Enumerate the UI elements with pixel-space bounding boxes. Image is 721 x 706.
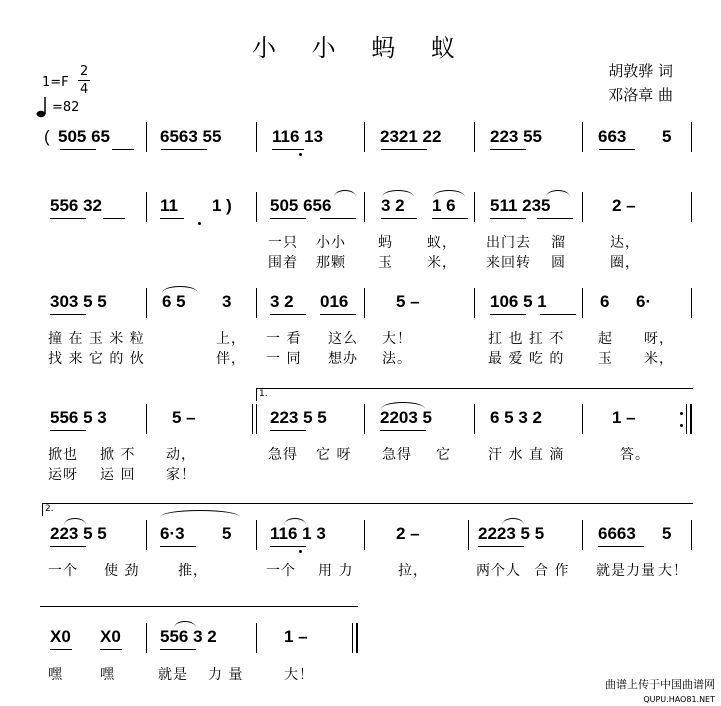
measure-notes: 223 5 5 <box>50 524 107 543</box>
bar-line <box>256 192 257 222</box>
bar-line <box>256 623 257 653</box>
bar-line <box>256 520 257 550</box>
measure-notes: 1 6 <box>432 196 456 215</box>
underline <box>160 218 184 219</box>
underline <box>320 218 356 219</box>
lyric: 一个 <box>266 563 296 579</box>
slur <box>162 286 198 293</box>
measure-notes: 1 – <box>284 627 308 646</box>
underline <box>103 218 125 219</box>
end-repeat-bar <box>690 404 692 434</box>
bar-line <box>146 122 147 152</box>
lyric: 力 量 <box>208 667 244 683</box>
underline <box>50 430 86 431</box>
slur <box>546 190 570 197</box>
measure-notes: 6· <box>636 292 652 311</box>
lyric: 大！ <box>658 563 688 579</box>
footer-site: 曲谱上传于中国曲谱网 <box>605 678 715 691</box>
song-title: 小 小 蚂 蚁 <box>252 34 469 62</box>
lyric: 运 回 <box>100 467 136 483</box>
underline <box>270 218 306 219</box>
volta-label: 1. <box>259 389 268 399</box>
lyric: 急得 <box>382 447 412 463</box>
second-ending-bracket <box>42 503 693 516</box>
measure-notes: 505 656 <box>270 196 332 215</box>
lyric: 大！ <box>382 331 412 347</box>
measure-notes: 6663 <box>598 524 636 543</box>
bar-line <box>364 192 365 222</box>
lyric: 扛 也 扛 不 <box>488 331 565 347</box>
slur <box>174 621 196 628</box>
bar-line <box>474 192 475 222</box>
underline <box>432 218 468 219</box>
lyric: 答。 <box>620 447 650 463</box>
lyric: 它 呀 <box>316 447 352 463</box>
lyric: 米， <box>427 255 457 271</box>
bar-line <box>364 520 365 550</box>
measure-notes: 556 5 3 <box>50 408 107 427</box>
underline <box>160 546 196 547</box>
footer-url: QUPU.HAO81.NET <box>643 695 715 704</box>
measure-notes: 5 – <box>172 408 196 427</box>
underline <box>112 149 134 150</box>
measure-notes: 3 <box>222 292 232 311</box>
measure-notes: 6 <box>600 292 610 311</box>
lyric: 想办 <box>328 351 358 367</box>
bar-line <box>146 192 147 222</box>
measure-notes: 6 5 <box>162 292 186 311</box>
lyric: 法。 <box>382 351 412 367</box>
low-octave-dot <box>198 222 201 225</box>
lyric: 合 作 <box>534 563 570 579</box>
lyric: 拉， <box>398 563 428 579</box>
lyric: 撞 在 玉 米 粒 <box>48 331 145 347</box>
lyric: 动， <box>166 447 196 463</box>
lyric: 掀也 <box>48 447 78 463</box>
measure-notes: 2223 5 5 <box>478 524 545 543</box>
slur <box>160 510 240 517</box>
bar-line <box>582 122 583 152</box>
lyric: 起 <box>598 331 613 347</box>
measure-notes: 2203 5 <box>380 408 432 427</box>
lyric: 溜 <box>551 235 566 251</box>
bar-line <box>256 122 257 152</box>
underline <box>598 546 644 547</box>
lyric: 米， <box>644 351 674 367</box>
measure-notes: 5 <box>662 127 672 146</box>
measure-notes: 116 1 3 <box>270 524 326 543</box>
bar-line <box>582 192 583 222</box>
lyric: 用 力 <box>318 563 354 579</box>
bar-line <box>686 404 687 434</box>
repeat-paren-open: ( <box>44 127 50 146</box>
measure-notes: 6 5 3 2 <box>490 408 542 427</box>
lyric: 家！ <box>166 467 196 483</box>
lyric: 找 来 它 的 伙 <box>48 351 145 367</box>
lyric: 一 同 <box>266 351 302 367</box>
lyric: 嘿 <box>100 667 115 683</box>
measure-notes: 2 – <box>396 524 420 543</box>
bar-line <box>582 288 583 318</box>
underline <box>160 649 196 650</box>
lyric: 一只 <box>268 235 298 251</box>
measure-notes: 3 2 <box>270 292 294 311</box>
lyric: 就是力量 <box>596 563 656 579</box>
underline <box>60 149 96 150</box>
measure-notes: 663 <box>598 127 627 146</box>
underline <box>599 149 635 150</box>
lyric: 大！ <box>284 667 314 683</box>
bar-line <box>691 288 692 318</box>
slur <box>382 190 414 197</box>
slur <box>284 518 306 525</box>
lyric: 伴， <box>216 351 246 367</box>
underline <box>490 218 526 219</box>
lyric: 出门去 <box>486 235 531 251</box>
final-bar <box>356 623 358 653</box>
bar-line <box>256 404 257 434</box>
lyric: 两个人 <box>476 563 521 579</box>
lyric: 这么 <box>328 331 358 347</box>
underline <box>100 649 122 650</box>
underline <box>490 149 526 150</box>
underline <box>540 314 576 315</box>
bar-line <box>364 404 365 434</box>
underline <box>161 149 207 150</box>
lyric: 围着 <box>268 255 298 271</box>
measure-notes: 2321 22 <box>380 127 442 146</box>
underline <box>270 546 306 547</box>
lyric: 玉 <box>598 351 613 367</box>
bar-line <box>146 623 147 653</box>
repeat-dot <box>680 412 683 415</box>
bar-line <box>146 520 147 550</box>
lyric: 圈， <box>610 255 640 271</box>
measure-notes: X0 <box>50 627 71 646</box>
lyricist-credit: 胡敦骅 词 <box>608 62 673 80</box>
measure-notes: 223 55 <box>490 127 542 146</box>
measure-notes: 1 ) <box>212 196 232 215</box>
lyric: 蚂 <box>378 235 393 251</box>
measure-notes: X0 <box>100 627 121 646</box>
repeat-dot <box>680 424 683 427</box>
underline <box>50 649 72 650</box>
slur <box>381 402 425 409</box>
bar-line <box>582 520 583 550</box>
underline <box>270 430 306 431</box>
underline <box>270 314 306 315</box>
lyric: 急得 <box>268 447 298 463</box>
underline <box>320 314 356 315</box>
lyric: 掀 不 <box>100 447 136 463</box>
lyric: 汗 水 直 滴 <box>488 447 565 463</box>
measure-notes: 11 <box>160 196 178 215</box>
bar-line <box>474 288 475 318</box>
measure-notes: 303 5 5 <box>50 292 107 311</box>
lyric: 就是 <box>158 667 188 683</box>
underline <box>478 546 524 547</box>
measure-notes: 223 5 5 <box>270 408 327 427</box>
underline <box>381 218 417 219</box>
lyric: 呀， <box>644 331 674 347</box>
measure-notes: 3 2 <box>381 196 405 215</box>
measure-notes: 5 <box>222 524 232 543</box>
bar-line <box>146 404 147 434</box>
bar-line <box>691 520 692 550</box>
bar-line <box>582 404 583 434</box>
tempo-marking: =82 <box>52 100 80 115</box>
lyric: 嘿 <box>48 667 63 683</box>
underline <box>50 314 86 315</box>
time-signature-denominator: 4 <box>80 82 89 97</box>
measure-notes: 6563 55 <box>160 127 222 146</box>
lyric: 达， <box>610 235 640 251</box>
bar-line <box>252 404 253 434</box>
measure-notes: 5 – <box>396 292 420 311</box>
lyric: 那颗 <box>316 255 346 271</box>
measure-notes: 5 <box>662 524 672 543</box>
slur <box>64 518 86 525</box>
lyric: 蚁， <box>427 235 457 251</box>
measure-notes: 116 13 <box>272 127 324 146</box>
slur <box>433 190 465 197</box>
measure-notes: 106 5 1 <box>490 292 547 311</box>
lyric: 运呀 <box>48 467 78 483</box>
measure-notes: 2 – <box>612 196 636 215</box>
measure-notes: 6·3 <box>160 524 185 543</box>
bar-line <box>364 288 365 318</box>
lyric: 来回转 <box>486 255 531 271</box>
underline <box>381 149 427 150</box>
lyric: 使 劲 <box>104 563 140 579</box>
measure-notes: 016 <box>320 292 349 311</box>
lyric: 推， <box>178 563 208 579</box>
first-ending-bracket <box>256 388 693 401</box>
bar-line <box>146 288 147 318</box>
bar-line <box>256 288 257 318</box>
lyric: 玉 <box>378 255 393 271</box>
lyric: 一个 <box>48 563 78 579</box>
bar-line <box>468 520 469 550</box>
coda-line <box>40 606 358 607</box>
lyric: 圆 <box>551 255 566 271</box>
bar-line <box>364 122 365 152</box>
low-octave-dot <box>299 153 302 156</box>
underline <box>50 546 86 547</box>
bar-line <box>691 122 692 152</box>
quarter-note-icon <box>36 96 48 122</box>
composer-credit: 邓洛章 曲 <box>608 86 673 104</box>
time-signature-numerator: 2 <box>80 64 89 79</box>
measure-notes: 505 65 <box>58 127 110 146</box>
underline <box>272 149 304 150</box>
lyric: 小小 <box>316 235 346 251</box>
bar-line <box>352 623 353 653</box>
lyric: 一 看 <box>266 331 302 347</box>
bar-line <box>474 122 475 152</box>
underline <box>50 218 86 219</box>
key-signature: 1=F <box>42 75 69 90</box>
measure-notes: 511 235 <box>490 196 551 215</box>
low-octave-dot <box>299 550 302 553</box>
bar-line <box>691 192 692 222</box>
underline <box>537 218 573 219</box>
lyric: 最 爱 吃 的 <box>488 351 565 367</box>
lyric: 上， <box>216 331 246 347</box>
volta-label: 2. <box>45 504 54 514</box>
underline <box>490 314 526 315</box>
measure-notes: 556 3 2 <box>160 627 217 646</box>
measure-notes: 556 32 <box>50 196 102 215</box>
time-signature-line <box>78 80 90 81</box>
lyric: 它 <box>436 447 451 463</box>
underline <box>380 430 426 431</box>
slur <box>334 190 356 197</box>
measure-notes: 1 – <box>612 408 636 427</box>
bar-line <box>474 404 475 434</box>
slur <box>502 518 524 525</box>
